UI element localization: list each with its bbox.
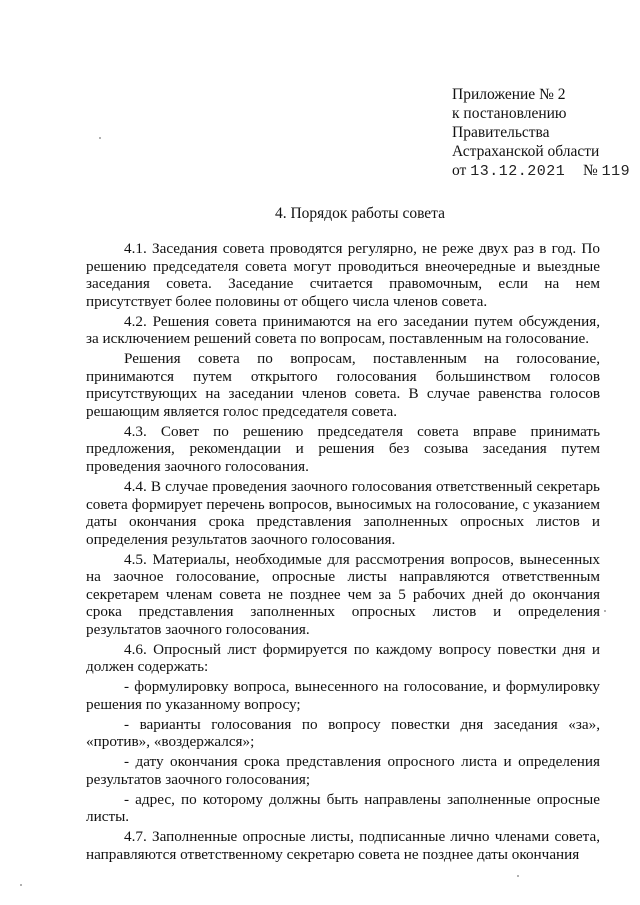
list-item: - варианты голосования по вопросу повестки дня заседания «за», «против», «воздержался»; (86, 715, 600, 751)
scan-speck (604, 610, 606, 612)
document-body (86, 240, 600, 866)
scan-speck (20, 884, 22, 886)
resolution-number: 119 (601, 163, 631, 180)
paragraph-4-1: 4.1. Заседания совета проводятся регулярно, не реже двух раз в год. По решению председателя совета могут проводиться внеочередные и выездные заседания совета. Заседание считается правомочным, если на нем присутствует более половины от общего числа членов совета. (86, 240, 600, 310)
paragraph-4-7: 4.7. Заполненные опросные листы, подписанные лично членами совета, направляются ответственному секретарю совета не позднее даты окончания (86, 828, 600, 863)
appendix-date-line (452, 161, 632, 181)
list-item: - адрес, по которому должны быть направлены заполненные опросные листы. (86, 790, 600, 826)
paragraph-4-2-decisions: Решения совета по вопросам, поставленным на голосование, принимаются путем открытого голосования большинством голосов присутствующих на заседании членов совета. В случае равенства голосов решающим является голос председателя совета. (86, 350, 600, 420)
appendix-government-line: Правительства (452, 124, 550, 141)
paragraph-4-2: 4.2. Решения совета принимаются на его заседании путем обсуждения, за исключением решений совета по вопросам, поставленным на голосование. (86, 312, 600, 348)
list-item: - формулировку вопроса, вынесенного на голосование, и формулировку решения по указанному вопросу; (86, 678, 600, 713)
paragraph-4-3: 4.3. Совет по решению председателя совета вправе принимать предложения, рекомендации и решения без созыва заседания путем проведения заочного голосования. (86, 422, 600, 476)
appendix-title: Приложение № 2 (452, 86, 566, 103)
resolution-date: 13.12.2021 (470, 163, 566, 180)
list-item: - дату окончания срока представления опросного листа и определения результатов заочного голосования; (86, 753, 600, 788)
appendix-resolution-line: к постановлению (452, 105, 567, 122)
date-prefix: от (452, 162, 467, 179)
paragraph-4-6: 4.6. Опросный лист формируется по каждому вопросу повестки дня и должен содержать: (86, 640, 600, 676)
appendix-region-line: Астраханской области (452, 143, 600, 160)
section-title: 4. Порядок работы совета (274, 205, 446, 222)
scan-speck (99, 137, 101, 139)
scan-speck (517, 875, 519, 877)
paragraph-4-4: 4.4. В случае проведения заочного голосования ответственный секретарь совета формирует перечень вопросов, выносимых на голосование, с указанием даты окончания срока представления заполненных опросных листов и определения результатов заочного голосования. (86, 477, 600, 548)
appendix-header (452, 85, 632, 181)
paragraph-4-5: 4.5. Материалы, необходимые для рассмотрения вопросов, вынесенных на заочное голосование, опросные листы направляются ответственным секретарем членам совета не позднее чем за 5 рабочих дней до окончания срока представления заполненных опросных листов и определения результатов заочного голосования. (86, 550, 600, 638)
number-sign: № (582, 162, 598, 179)
